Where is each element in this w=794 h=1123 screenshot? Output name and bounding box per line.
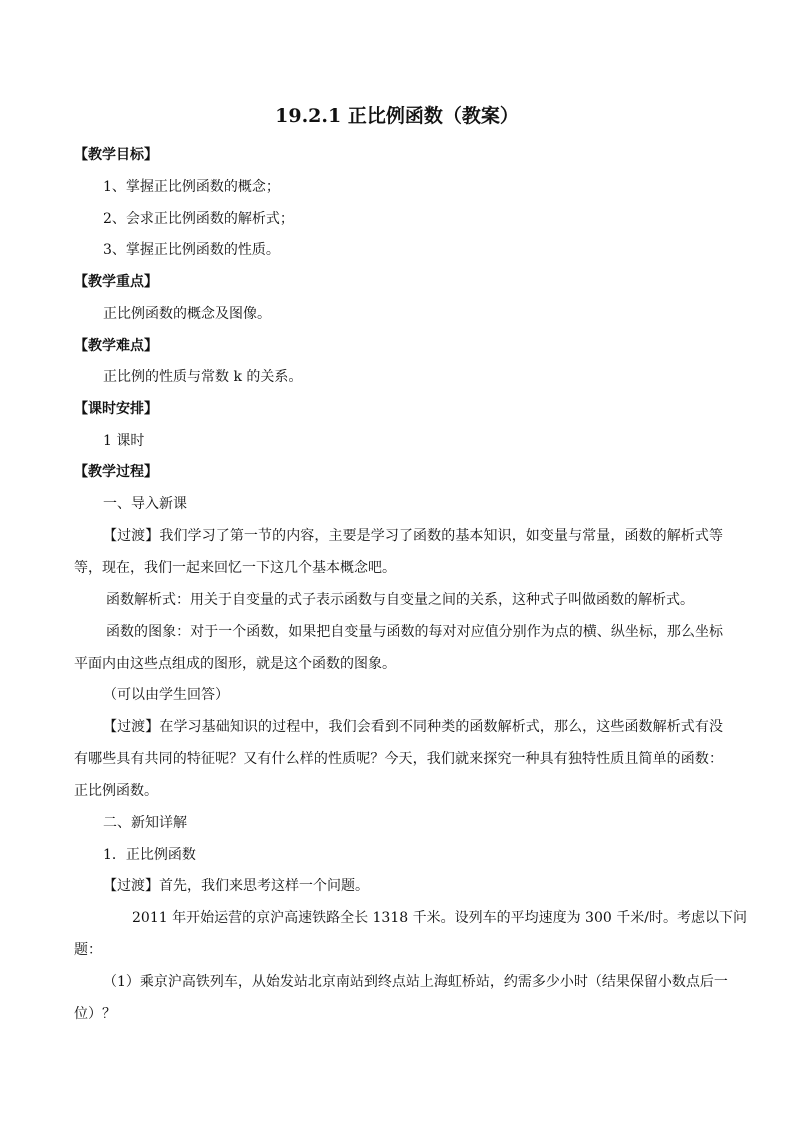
section-intro: 一、导入新课 — [103, 496, 187, 512]
schedule-heading: 【课时安排】 — [74, 401, 158, 417]
transition-paragraph-2-line-2: 有哪些具有共同的特征呢？又有什么样的性质呢？今天，我们就来探究一种具有独特性质且简单的函数： — [74, 751, 723, 767]
question-1-line-2: 位）？ — [74, 1006, 116, 1022]
key-points-heading: 【教学重点】 — [74, 274, 158, 290]
transition-paragraph-3: 【过渡】首先，我们来思考这样一个问题。 — [103, 878, 369, 894]
key-points-text: 正比例函数的概念及图像。 — [103, 306, 271, 322]
student-answer-note: （可以由学生回答） — [103, 687, 229, 703]
railway-problem-line-1: 2011 年开始运营的京沪高速铁路全长 1318 千米。设列车的平均速度为 300 千米/时。考虑以下问 — [132, 910, 747, 926]
railway-problem-line-2: 题： — [74, 942, 102, 958]
transition-paragraph-1-line-1: 【过渡】我们学习了第一节的内容，主要是学习了函数的基本知识，如变量与常量，函数的解析式等 — [103, 528, 723, 544]
objective-item-1: 1、掌握正比例函数的概念； — [103, 179, 280, 195]
difficulties-heading: 【教学难点】 — [74, 338, 158, 354]
transition-paragraph-1-line-2: 等，现在，我们一起来回忆一下这几个基本概念吧。 — [74, 560, 396, 576]
objective-item-3: 3、掌握正比例函数的性质。 — [103, 242, 280, 258]
difficulties-text: 正比例的性质与常数 k 的关系。 — [103, 369, 303, 385]
schedule-text: 1 课时 — [103, 433, 145, 449]
subsection-proportional-function: 1．正比例函数 — [103, 847, 196, 863]
question-1-line-1: （1）乘京沪高铁列车，从始发站北京南站到终点站上海虹桥站，约需多少小时（结果保留小数点后一 — [103, 974, 728, 990]
process-heading: 【教学过程】 — [74, 464, 158, 480]
function-expression-definition: 函数解析式：用关于自变量的式子表示函数与自变量之间的关系，这种式子叫做函数的解析式。 — [106, 592, 694, 608]
function-graph-definition-line-2: 平面内由这些点组成的图形，就是这个函数的图象。 — [74, 656, 396, 672]
section-new-knowledge: 二、新知详解 — [103, 815, 187, 831]
objective-item-2: 2、会求正比例函数的解析式； — [103, 211, 294, 227]
page-title: 19.2.1 正比例函数（教案） — [275, 105, 519, 127]
function-graph-definition-line-1: 函数的图象：对于一个函数，如果把自变量与函数的每对对应值分别作为点的横、纵坐标，那么坐标 — [106, 624, 723, 640]
transition-paragraph-2-line-1: 【过渡】在学习基础知识的过程中，我们会看到不同种类的函数解析式，那么，这些函数解析式有没 — [103, 719, 723, 735]
objectives-heading: 【教学目标】 — [74, 147, 158, 163]
transition-paragraph-2-line-3: 正比例函数。 — [74, 783, 158, 799]
